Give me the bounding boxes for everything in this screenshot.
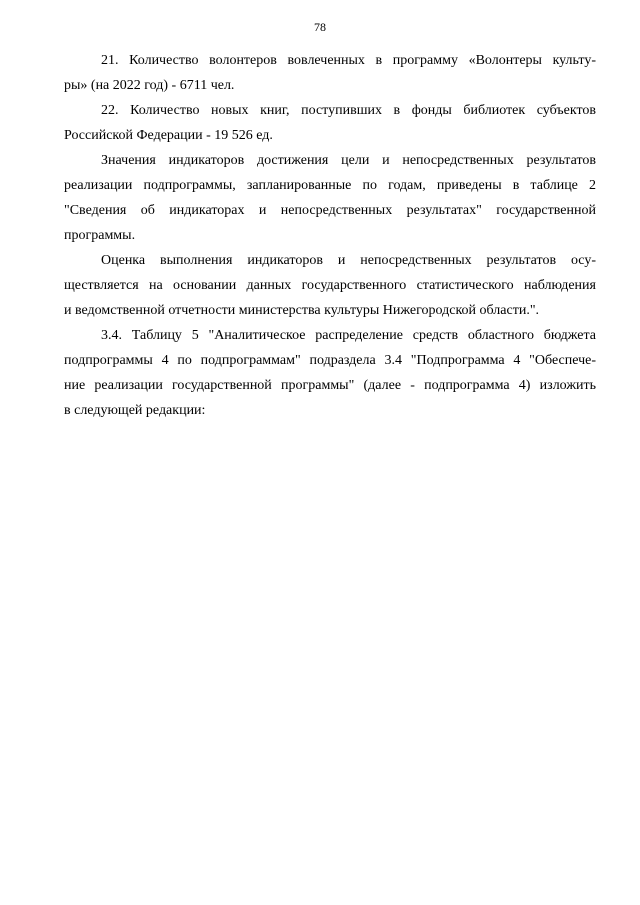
text-line: Оценка выполнения индикаторов и непосредственных результатов осу- [101,253,596,268]
paragraph-table-5 [64,323,596,423]
text-line: и ведомственной отчетности министерства культуры Нижегородской области.". [64,303,540,318]
paragraph-indicator-values [64,148,596,248]
text-line: программы. [64,228,136,243]
text-line: 21. Количество волонтеров вовлеченных в программу «Волонтеры культу- [101,53,596,68]
text-line: ществляется на основании данных государственного статистического наблюдения [64,278,596,293]
text-line: ры» (на 2022 год) - 6711 чел. [64,78,235,93]
text-line: "Сведения об индикаторах и непосредственных результатах" государственной [64,203,596,218]
paragraph-volunteers [64,48,596,98]
text-line: 22. Количество новых книг, поступивших в фонды библиотек субъектов [101,103,596,118]
page-number: 78 [314,20,326,34]
text-line: 3.4. Таблицу 5 "Аналитическое распределение средств областного бюджета [101,328,596,343]
text-line: подпрограммы 4 по подпрограммам" подраздела 3.4 "Подпрограмма 4 "Обеспече- [64,353,596,368]
document-body [64,48,596,423]
text-line: ние реализации государственной программы" (далее - подпрограмма 4) изложить [64,378,596,393]
paragraph-new-books [64,98,596,148]
paragraph-assessment [64,248,596,323]
text-line: Российской Федерации - 19 526 ед. [64,128,273,143]
text-line: Значения индикаторов достижения цели и непосредственных результатов [101,153,596,168]
text-line: в следующей редакции: [64,403,206,418]
text-line: реализации подпрограммы, запланированные по годам, приведены в таблице 2 [64,178,596,193]
